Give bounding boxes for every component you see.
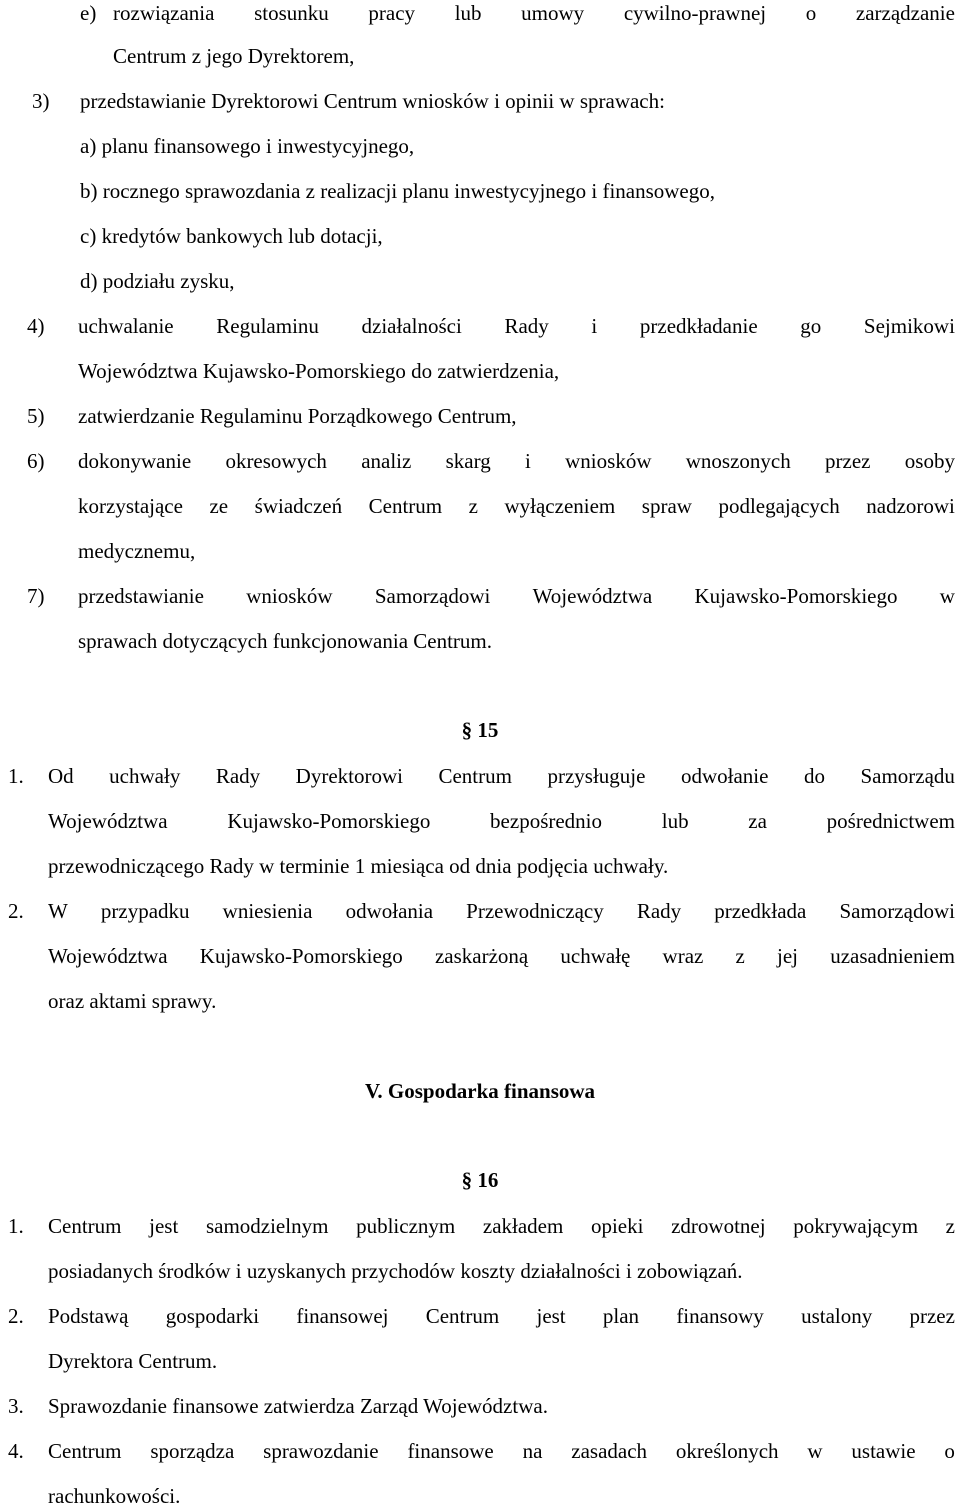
word: Województwa (48, 944, 168, 968)
item-7-line-1 (78, 583, 955, 609)
word: jest (149, 1214, 179, 1238)
word: sporządza (150, 1439, 235, 1463)
word: na (522, 1439, 543, 1463)
word: samodzielnym (205, 1214, 329, 1238)
item-3-text: przedstawianie Dyrektorowi Centrum wniosków i opinii w sprawach: (80, 89, 665, 113)
item-5-text: zatwierdzanie Regulaminu Porządkowego Centrum, (78, 404, 517, 428)
word: podlegających (718, 494, 840, 518)
s16-marker-4: 4. (8, 1439, 24, 1463)
section-number: 15 (477, 718, 499, 742)
word: umowy (521, 1, 585, 25)
word: do (803, 764, 825, 788)
item-7-line-2: sprawach dotyczących funkcjonowania Centrum. (78, 629, 493, 653)
word: Centrum (48, 1439, 122, 1463)
s16-p3-text: Sprawozdanie finansowe zatwierdza Zarząd Województwa. (48, 1394, 548, 1418)
paragraph-sign: § (461, 718, 473, 742)
word: sprawozdanie (263, 1439, 379, 1463)
word: Regulaminu (216, 314, 319, 338)
subitem-a: a) planu finansowego i inwestycyjnego, (80, 134, 415, 158)
list-marker-4: 4) (27, 314, 45, 338)
word: wniosków (246, 584, 333, 608)
word: wyłączeniem (504, 494, 616, 518)
word: Samorządowi (374, 584, 491, 608)
s15-p1-line-2 (48, 808, 955, 834)
word: cywilno-prawnej (623, 1, 767, 25)
word: ustalony (801, 1304, 873, 1328)
word: za (748, 809, 767, 833)
list-marker-3: 3) (32, 89, 50, 113)
word: uchwały (109, 764, 181, 788)
word: jej (777, 944, 799, 968)
s16-marker-3: 3. (8, 1394, 24, 1418)
s15-p1-line-3: przewodniczącego Rady w terminie 1 miesiąca od dnia podjęcia uchwały. (48, 854, 669, 878)
word: pracy (368, 1, 416, 25)
s15-p2-line-2 (48, 943, 955, 969)
word: finansowe (407, 1439, 494, 1463)
word: stosunku (254, 1, 329, 25)
word: o (944, 1439, 955, 1463)
word: zdrowotnej (671, 1214, 766, 1238)
item-6-line-3: medycznemu, (78, 539, 196, 563)
subitem-b: b) rocznego sprawozdania z realizacji planu inwestycyjnego i finansowego, (80, 179, 716, 203)
list-marker-e: e) (80, 1, 97, 25)
word: i (591, 314, 598, 338)
word: Centrum (48, 1214, 122, 1238)
word: Rady (504, 314, 549, 338)
section-number: 16 (477, 1168, 499, 1192)
s16-marker-1: 1. (8, 1214, 24, 1238)
word: finansowej (296, 1304, 389, 1328)
word: odwołanie (680, 764, 769, 788)
word: zaskarżoną (434, 944, 529, 968)
word: przedkłada (714, 899, 807, 923)
s15-p2-line-3: oraz aktami sprawy. (48, 989, 217, 1013)
word: dokonywanie (78, 449, 192, 473)
word: i (525, 449, 531, 473)
word: Od (48, 764, 74, 788)
s15-marker-1: 1. (8, 764, 24, 788)
item-6-line-1 (78, 448, 955, 474)
item-4-line-2: Województwa Kujawsko-Pomorskiego do zatwierdzenia, (78, 359, 560, 383)
word: zarządzanie (855, 1, 955, 25)
word: Kujawsko-Pomorskiego (227, 809, 431, 833)
s16-p4-line-2: rachunkowości. (48, 1484, 181, 1508)
word: Podstawą (48, 1304, 129, 1328)
word: Kujawsko-Pomorskiego (694, 584, 898, 608)
word: Samorządu (860, 764, 955, 788)
word: działalności (361, 314, 462, 338)
item-e-line-2: Centrum z jego Dyrektorem, (113, 44, 355, 68)
word: przedstawianie (78, 584, 204, 608)
item-e-line-1 (113, 0, 955, 26)
word: opieki (590, 1214, 644, 1238)
s15-p2-line-1 (48, 898, 955, 924)
s16-marker-2: 2. (8, 1304, 24, 1328)
subitem-d: d) podziału zysku, (80, 269, 235, 293)
word: osoby (904, 449, 955, 473)
word: z (945, 1214, 955, 1238)
s16-p2-line-1 (48, 1303, 955, 1329)
word: Centrum (425, 1304, 500, 1328)
word: Sejmikowi (863, 314, 955, 338)
word: zasadach (571, 1439, 648, 1463)
word: ze (209, 494, 229, 518)
word: przez (825, 449, 871, 473)
word: uchwalanie (78, 314, 174, 338)
section-16-heading (0, 1165, 960, 1195)
word: uchwałę (560, 944, 631, 968)
word: Kujawsko-Pomorskiego (199, 944, 403, 968)
word: spraw (641, 494, 692, 518)
word: okresowych (225, 449, 327, 473)
s16-p1-line-1 (48, 1213, 955, 1239)
word: w (939, 584, 955, 608)
word: bezpośrednio (490, 809, 603, 833)
word: w (807, 1439, 823, 1463)
word: odwołania (345, 899, 434, 923)
word: o (805, 1, 817, 25)
word: W (48, 899, 68, 923)
word: z (735, 944, 745, 968)
list-marker-5: 5) (27, 404, 45, 428)
word: nadzorowi (866, 494, 955, 518)
word: Rady (636, 899, 682, 923)
s15-p1-line-1 (48, 763, 955, 789)
word: przypadku (100, 899, 190, 923)
word: Województwa (48, 809, 168, 833)
word: ustawie (851, 1439, 916, 1463)
word: wnoszonych (685, 449, 791, 473)
word: wniesienia (222, 899, 313, 923)
word: Przewodniczący (466, 899, 604, 923)
item-4-line-1 (78, 313, 955, 339)
word: Województwa (532, 584, 653, 608)
word: Centrum (368, 494, 443, 518)
word: wniosków (565, 449, 652, 473)
word: zakładem (482, 1214, 564, 1238)
s16-p2-line-2: Dyrektora Centrum. (48, 1349, 218, 1373)
s16-p1-line-2: posiadanych środków i uzyskanych przychodów koszty działalności i zobowiązań. (48, 1259, 743, 1283)
word: Centrum (438, 764, 512, 788)
word: korzystające (78, 494, 183, 518)
list-marker-6: 6) (27, 449, 45, 473)
word: plan (602, 1304, 640, 1328)
word: wraz (662, 944, 704, 968)
word: określonych (675, 1439, 779, 1463)
word: lub (454, 1, 482, 25)
word: go (800, 314, 822, 338)
word: przysługuje (547, 764, 646, 788)
word: z (468, 494, 478, 518)
word: rozwiązania (113, 1, 215, 25)
word: świadczeń (254, 494, 343, 518)
word: jest (536, 1304, 566, 1328)
word: Samorządowi (839, 899, 955, 923)
word: Dyrektorowi (295, 764, 403, 788)
list-marker-7: 7) (27, 584, 45, 608)
s15-marker-2: 2. (8, 899, 24, 923)
paragraph-sign: § (461, 1168, 473, 1192)
s16-p4-line-1 (48, 1438, 955, 1464)
section-15-heading (0, 715, 960, 745)
word: uzasadnieniem (830, 944, 955, 968)
word: Rady (215, 764, 261, 788)
word: gospodarki (165, 1304, 260, 1328)
word: finansowy (676, 1304, 764, 1328)
word: pokrywającym (793, 1214, 919, 1238)
word: analiz (361, 449, 412, 473)
word: lub (661, 809, 689, 833)
word: publicznym (356, 1214, 456, 1238)
word: pośrednictwem (826, 809, 955, 833)
word: skarg (445, 449, 491, 473)
word: przez (909, 1304, 955, 1328)
subitem-c: c) kredytów bankowych lub dotacji, (80, 224, 383, 248)
item-6-line-2 (78, 493, 955, 519)
chapter-title: V. Gospodarka finansowa (364, 1079, 596, 1103)
word: przedkładanie (639, 314, 758, 338)
